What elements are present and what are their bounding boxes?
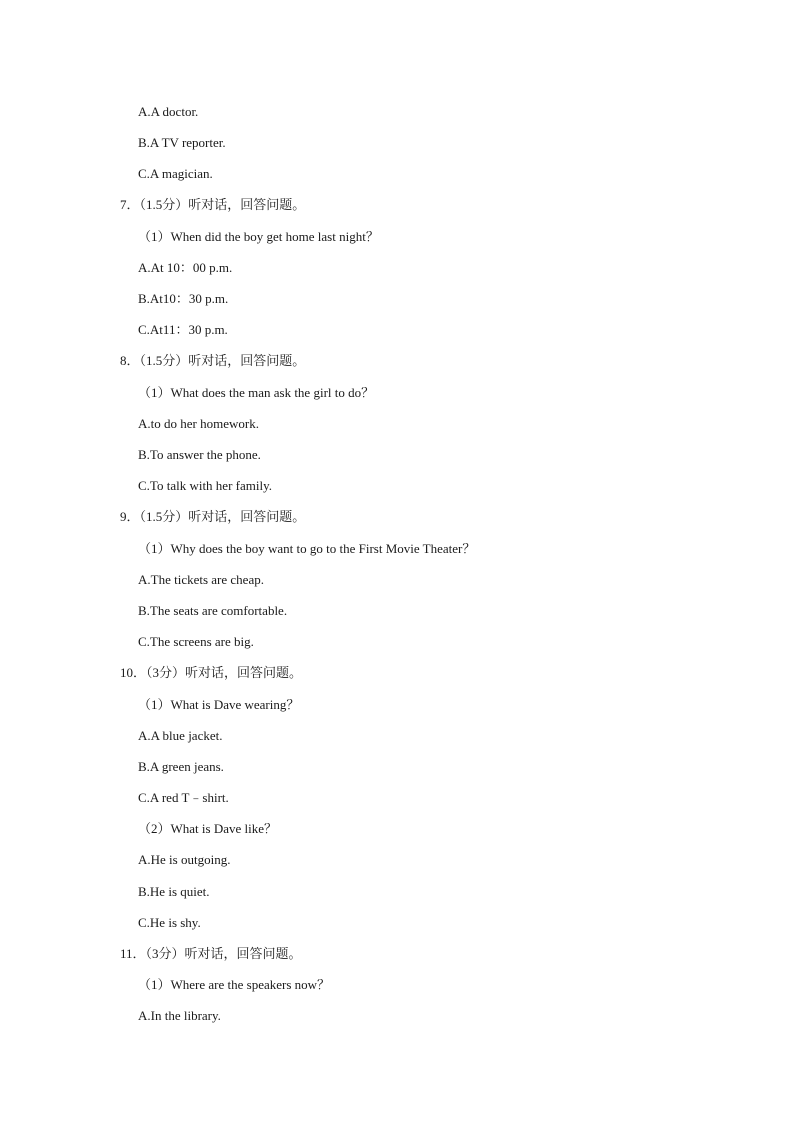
sub-question: （1）Where are the speakers now？ [138,977,331,992]
option-line: B.At10：30 p.m. [138,291,229,306]
option-line: B.The seats are comfortable. [138,603,288,618]
question-heading: 9．（1.5分）听对话，回答问题。 [120,509,306,524]
option-line: A.At 10：00 p.m. [138,260,233,275]
sub-question: （1）What is Dave wearing？ [138,697,300,712]
option-line: B.To answer the phone. [138,447,261,462]
option-line: B.He is quiet. [138,884,210,899]
question-heading: 8．（1.5分）听对话，回答问题。 [120,353,306,368]
option-line: C.A magician. [138,166,213,181]
option-line: A.to do her homework. [138,416,259,431]
option-line: B.A green jeans. [138,759,224,774]
option-line: A.In the library. [138,1008,221,1023]
option-line: C.To talk with her family. [138,478,272,493]
option-line: A.The tickets are cheap. [138,572,264,587]
option-line: A.He is outgoing. [138,852,231,867]
sub-question: （1）When did the boy get home last night？ [138,229,379,244]
question-heading: 10．（3分）听对话，回答问题。 [120,665,303,680]
option-line: C.The screens are big. [138,634,254,649]
option-line: A.A blue jacket. [138,728,223,743]
option-line: B.A TV reporter. [138,135,226,150]
option-line: C.A red T﹣shirt. [138,790,229,805]
question-heading: 11．（3分）听对话，回答问题。 [120,946,302,961]
question-heading: 7．（1.5分）听对话，回答问题。 [120,197,306,212]
sub-question: （2）What is Dave like？ [138,821,277,836]
option-line: C.At11：30 p.m. [138,322,228,337]
option-line: A.A doctor. [138,104,199,119]
option-line: C.He is shy. [138,915,201,930]
sub-question: （1）What does the man ask the girl to do？ [138,385,375,400]
sub-question: （1）Why does the boy want to go to the First Movie Theater？ [138,541,476,556]
